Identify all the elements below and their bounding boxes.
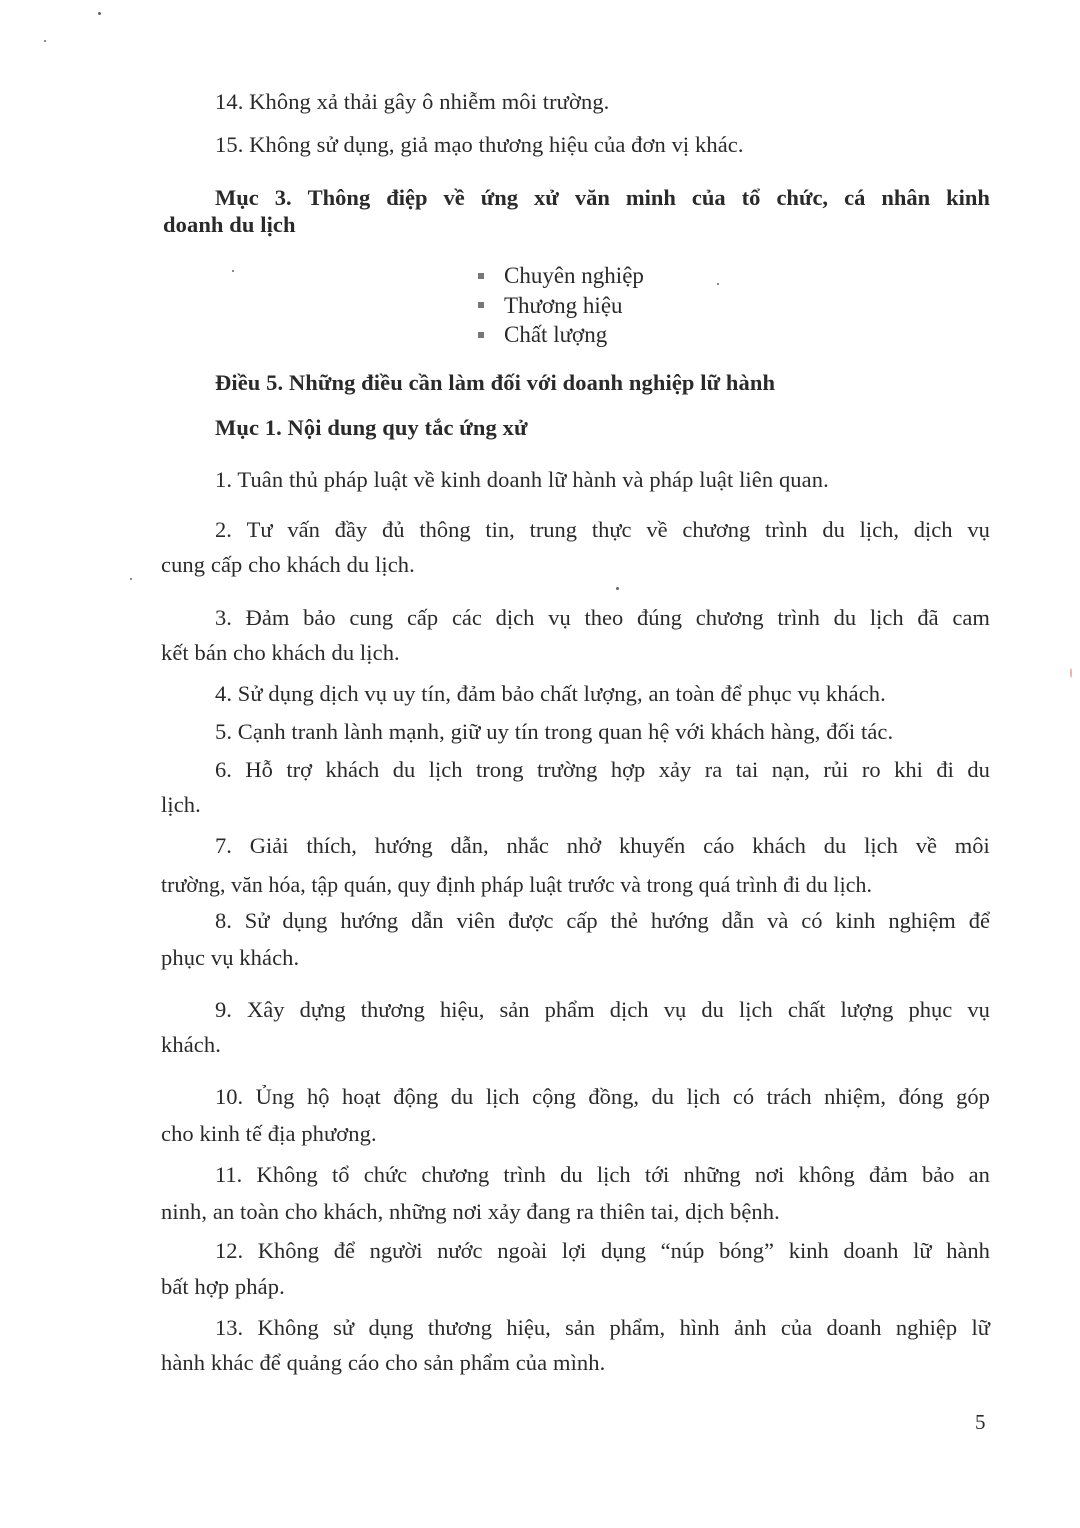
scan-speck [717, 283, 719, 285]
scan-speck [130, 578, 132, 580]
rule-11: 11. Không tổ chức chương trình du lịch tới những nơi không đảm bảo an [215, 1162, 990, 1187]
square-bullet-icon [478, 332, 484, 338]
page-number: 5 [975, 1410, 986, 1434]
rule-12-cont: bất hợp pháp. [161, 1274, 285, 1299]
item-15: 15. Không sử dụng, giả mạo thương hiệu của đơn vị khác. [215, 132, 744, 157]
rule-4: 4. Sử dụng dịch vụ uy tín, đảm bảo chất lượng, an toàn để phục vụ khách. [215, 681, 886, 706]
bullet-item [478, 291, 644, 321]
scan-speck [98, 12, 101, 15]
rule-2-cont: cung cấp cho khách du lịch. [161, 552, 415, 577]
rule-11-cont: ninh, an toàn cho khách, những nơi xảy đang ra thiên tai, dịch bệnh. [161, 1199, 780, 1224]
article-5-heading: Điều 5. Những điều cần làm đối với doanh nghiệp lữ hành [215, 370, 776, 395]
rule-8: 8. Sử dụng hướng dẫn viên được cấp thẻ hướng dẫn và có kinh nghiệm để [215, 908, 990, 933]
bullet-label: Chất lượng [504, 322, 608, 347]
rule-13-cont: hành khác để quảng cáo cho sản phẩm của mình. [161, 1350, 606, 1375]
bullet-label: Chuyên nghiệp [504, 263, 644, 288]
rule-10-cont: cho kinh tế địa phương. [161, 1121, 377, 1146]
rule-9: 9. Xây dựng thương hiệu, sản phẩm dịch vụ du lịch chất lượng phục vụ [215, 997, 990, 1022]
scan-speck [1070, 668, 1072, 678]
rule-12: 12. Không để người nước ngoài lợi dụng “núp bóng” kinh doanh lữ hành [215, 1238, 990, 1263]
rule-3: 3. Đảm bảo cung cấp các dịch vụ theo đúng chương trình du lịch đã cam [215, 605, 990, 630]
scan-speck [44, 40, 46, 42]
section-muc3-heading-cont: doanh du lịch [163, 212, 296, 237]
rule-1: 1. Tuân thủ pháp luật về kinh doanh lữ hành và pháp luật liên quan. [215, 467, 829, 492]
message-bullet-list [478, 261, 644, 350]
square-bullet-icon [478, 302, 484, 308]
rule-10: 10. Ủng hộ hoạt động du lịch cộng đồng, du lịch có trách nhiệm, đóng góp [215, 1084, 990, 1109]
scan-speck [232, 270, 234, 272]
rule-13: 13. Không sử dụng thương hiệu, sản phẩm, hình ảnh của doanh nghiệp lữ [215, 1315, 990, 1340]
square-bullet-icon [478, 273, 484, 279]
rule-6: 6. Hỗ trợ khách du lịch trong trường hợp xảy ra tai nạn, rủi ro khi đi du [215, 757, 990, 782]
rule-3-cont: kết bán cho khách du lịch. [161, 640, 400, 665]
section-muc3-heading: Mục 3. Thông điệp về ứng xử văn minh của tổ chức, cá nhân kinh [215, 185, 990, 210]
rule-8-cont: phục vụ khách. [161, 945, 300, 970]
bullet-item [478, 320, 644, 350]
rule-6-cont: lịch. [161, 792, 201, 817]
bullet-item [478, 261, 644, 291]
bullet-label: Thương hiệu [504, 292, 623, 318]
item-14: 14. Không xả thải gây ô nhiễm môi trường. [215, 89, 610, 114]
rule-9-cont: khách. [161, 1032, 221, 1057]
section-muc1-heading: Mục 1. Nội dung quy tắc ứng xử [215, 415, 528, 440]
rule-2: 2. Tư vấn đầy đủ thông tin, trung thực về chương trình du lịch, dịch vụ [215, 517, 990, 542]
rule-7-cont: trường, văn hóa, tập quán, quy định pháp luật trước và trong quá trình đi du lịch. [161, 873, 873, 897]
rule-5: 5. Cạnh tranh lành mạnh, giữ uy tín trong quan hệ với khách hàng, đối tác. [215, 719, 894, 744]
scan-speck [616, 587, 619, 590]
rule-7: 7. Giải thích, hướng dẫn, nhắc nhở khuyến cáo khách du lịch về môi [215, 833, 990, 858]
